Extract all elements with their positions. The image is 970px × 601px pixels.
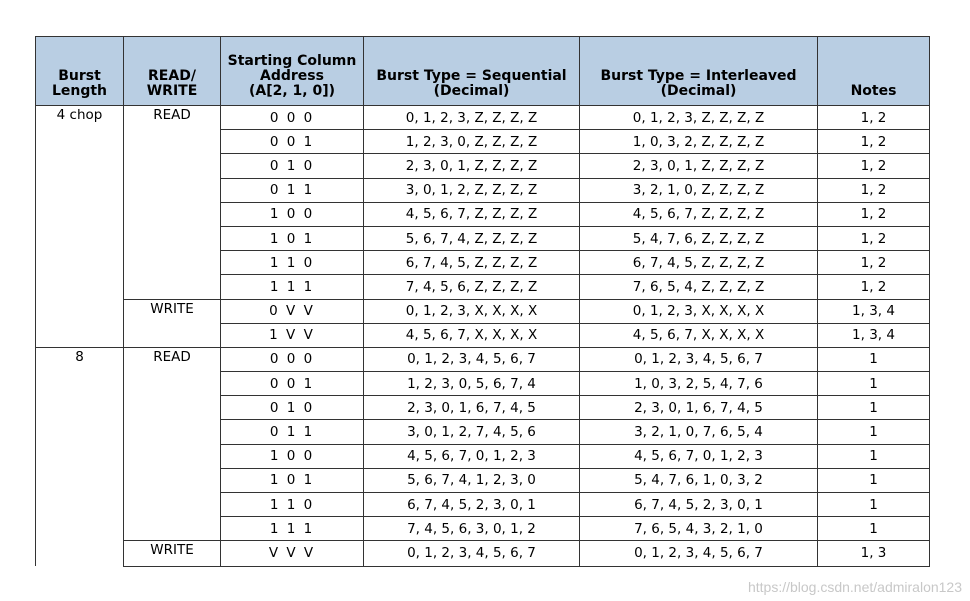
interleaved-cell: 2, 3, 0, 1, 6, 7, 4, 5 [580,396,818,420]
notes-cell: 1 [818,420,930,444]
notes-cell: 1 [818,396,930,420]
sequential-cell: 4, 5, 6, 7, X, X, X, X [364,323,580,347]
start-address-cell: 1 0 1 [221,468,364,492]
read-write-cell: READ [124,106,221,300]
sequential-cell: 0, 1, 2, 3, 4, 5, 6, 7 [364,541,580,566]
start-address-cell: 0 1 0 [221,154,364,178]
sequential-cell: 1, 2, 3, 0, Z, Z, Z, Z [364,130,580,154]
start-address-cell: 1 1 0 [221,493,364,517]
notes-cell: 1, 2 [818,178,930,202]
interleaved-cell: 3, 2, 1, 0, 7, 6, 5, 4 [580,420,818,444]
header-burst-type-sequential: Burst Type = Sequential (Decimal) [364,37,580,106]
table-row [36,541,930,566]
table-row [36,299,930,323]
header-notes: Notes [818,37,930,106]
notes-cell: 1 [818,444,930,468]
sequential-cell: 0, 1, 2, 3, Z, Z, Z, Z [364,106,580,130]
table-row [36,347,930,371]
start-address-cell: 0 0 0 [221,347,364,371]
burst-length-cell: 8 [36,347,124,566]
header-burst-length: Burst Length [36,37,124,106]
sequential-cell: 1, 2, 3, 0, 5, 6, 7, 4 [364,372,580,396]
notes-cell: 1 [818,372,930,396]
start-address-cell: 0 0 1 [221,372,364,396]
notes-cell: 1 [818,493,930,517]
table-row [36,106,930,130]
interleaved-cell: 7, 6, 5, 4, Z, Z, Z, Z [580,275,818,299]
sequential-cell: 7, 4, 5, 6, Z, Z, Z, Z [364,275,580,299]
notes-cell: 1, 2 [818,106,930,130]
interleaved-cell: 4, 5, 6, 7, X, X, X, X [580,323,818,347]
table-header-row [36,37,930,106]
sequential-cell: 4, 5, 6, 7, 0, 1, 2, 3 [364,444,580,468]
interleaved-cell: 4, 5, 6, 7, Z, Z, Z, Z [580,202,818,226]
start-address-cell: 1 V V [221,323,364,347]
interleaved-cell: 5, 4, 7, 6, Z, Z, Z, Z [580,226,818,250]
burst-order-table [35,36,930,567]
burst-length-cell: 4 chop [36,106,124,348]
start-address-cell: 1 1 1 [221,517,364,541]
read-write-cell: WRITE [124,541,221,566]
start-address-cell: 1 0 1 [221,226,364,250]
read-write-cell: READ [124,347,221,541]
header-starting-column-address: Starting Column Address (A[2, 1, 0]) [221,37,364,106]
interleaved-cell: 4, 5, 6, 7, 0, 1, 2, 3 [580,444,818,468]
interleaved-cell: 6, 7, 4, 5, 2, 3, 0, 1 [580,493,818,517]
sequential-cell: 3, 0, 1, 2, Z, Z, Z, Z [364,178,580,202]
notes-cell: 1, 2 [818,251,930,275]
start-address-cell: 1 0 0 [221,444,364,468]
interleaved-cell: 3, 2, 1, 0, Z, Z, Z, Z [580,178,818,202]
interleaved-cell: 1, 0, 3, 2, 5, 4, 7, 6 [580,372,818,396]
interleaved-cell: 6, 7, 4, 5, Z, Z, Z, Z [580,251,818,275]
sequential-cell: 2, 3, 0, 1, Z, Z, Z, Z [364,154,580,178]
notes-cell: 1, 3 [818,541,930,566]
notes-cell: 1, 2 [818,202,930,226]
sequential-cell: 7, 4, 5, 6, 3, 0, 1, 2 [364,517,580,541]
interleaved-cell: 0, 1, 2, 3, 4, 5, 6, 7 [580,541,818,566]
notes-cell: 1 [818,347,930,371]
start-address-cell: 0 0 1 [221,130,364,154]
interleaved-cell: 2, 3, 0, 1, Z, Z, Z, Z [580,154,818,178]
sequential-cell: 5, 6, 7, 4, Z, Z, Z, Z [364,226,580,250]
notes-cell: 1, 2 [818,130,930,154]
notes-cell: 1, 2 [818,275,930,299]
start-address-cell: 0 1 1 [221,178,364,202]
interleaved-cell: 0, 1, 2, 3, Z, Z, Z, Z [580,106,818,130]
notes-cell: 1 [818,468,930,492]
interleaved-cell: 1, 0, 3, 2, Z, Z, Z, Z [580,130,818,154]
interleaved-cell: 0, 1, 2, 3, X, X, X, X [580,299,818,323]
header-read-write: READ/ WRITE [124,37,221,106]
start-address-cell: 0 0 0 [221,106,364,130]
notes-cell: 1, 2 [818,226,930,250]
sequential-cell: 4, 5, 6, 7, Z, Z, Z, Z [364,202,580,226]
sequential-cell: 2, 3, 0, 1, 6, 7, 4, 5 [364,396,580,420]
watermark: https://blog.csdn.net/admiralon123 [747,579,962,595]
start-address-cell: 0 1 0 [221,396,364,420]
interleaved-cell: 0, 1, 2, 3, 4, 5, 6, 7 [580,347,818,371]
header-burst-type-interleaved: Burst Type = Interleaved (Decimal) [580,37,818,106]
start-address-cell: V V V [221,541,364,566]
sequential-cell: 0, 1, 2, 3, X, X, X, X [364,299,580,323]
read-write-cell: WRITE [124,299,221,347]
interleaved-cell: 5, 4, 7, 6, 1, 0, 3, 2 [580,468,818,492]
start-address-cell: 0 V V [221,299,364,323]
sequential-cell: 0, 1, 2, 3, 4, 5, 6, 7 [364,347,580,371]
notes-cell: 1 [818,517,930,541]
notes-cell: 1, 3, 4 [818,299,930,323]
sequential-cell: 6, 7, 4, 5, 2, 3, 0, 1 [364,493,580,517]
interleaved-cell: 7, 6, 5, 4, 3, 2, 1, 0 [580,517,818,541]
table-body [36,106,930,567]
sequential-cell: 3, 0, 1, 2, 7, 4, 5, 6 [364,420,580,444]
sequential-cell: 5, 6, 7, 4, 1, 2, 3, 0 [364,468,580,492]
start-address-cell: 0 1 1 [221,420,364,444]
sequential-cell: 6, 7, 4, 5, Z, Z, Z, Z [364,251,580,275]
start-address-cell: 1 1 0 [221,251,364,275]
notes-cell: 1, 2 [818,154,930,178]
start-address-cell: 1 1 1 [221,275,364,299]
notes-cell: 1, 3, 4 [818,323,930,347]
start-address-cell: 1 0 0 [221,202,364,226]
